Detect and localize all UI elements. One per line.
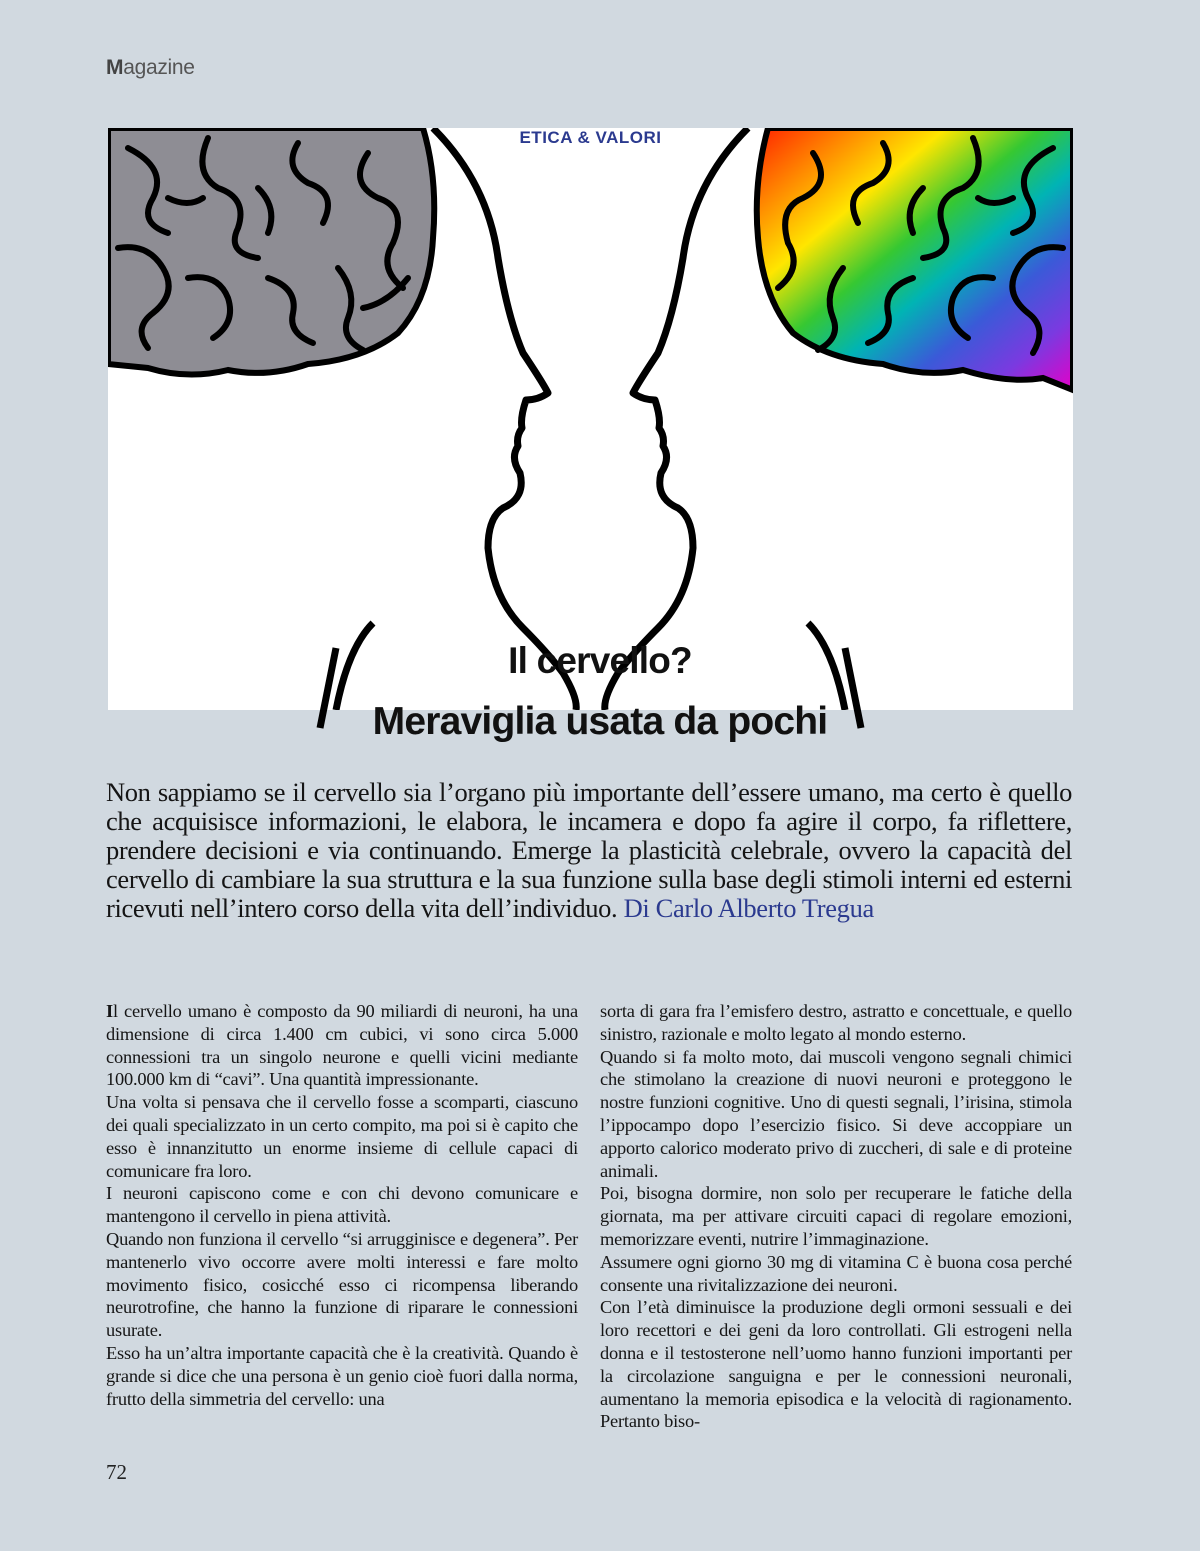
body-paragraph: Poi, bisogna dormire, non solo per recuperare le fatiche della giornata, ma per attivare circuiti capaci di regolare emozioni, memorizzare eventi, nutrire l’immaginazione. <box>600 1183 1072 1249</box>
left-face-outline <box>433 128 576 710</box>
body-paragraph: sorta di gara fra l’emisfero destro, astratto e concettuale, e quello sinistro, razionale e molto legato al mondo esterno. <box>600 1001 1072 1044</box>
body-paragraph: Con l’età diminuisce la produzione degli ormoni sessuali e dei loro recettori e dei geni da loro controllati. Gli estrogeni nella donna e il testosterone nell’uomo hanno funzioni importanti per la circolazione sanguigna e per le connessioni neuronali, aumentano la memoria episodica e la velocità di ragionamento. Pertanto biso- <box>600 1297 1072 1432</box>
article-title-line-2: Meraviglia usata da pochi <box>372 700 828 743</box>
page-number: 72 <box>106 1460 127 1484</box>
two-heads-brain-illustration <box>108 128 1073 728</box>
right-face-outline <box>605 128 748 710</box>
body-paragraph: Assumere ogni giorno 30 mg di vitamina C è buona cosa perché consente una rivitalizzazione dei neuroni. <box>600 1251 1072 1295</box>
lead-text: Non sappiamo se il cervello sia l’organo più importante dell’essere umano, ma certo è quello che acquisisce informazioni, le elabora, le incamera e dopo fa agire il corpo, fa riflettere, prendere decisioni e via continuando. Emerge la plasticità celebrale, ovvero la capacità del cervello di cambiare la sua struttura e la sua funzione sulla base degli stimoli interni ed esterni ricevuti nell’intero corso della vita dell’individuo. <box>106 777 1072 923</box>
body-paragraph: I neuroni capiscono come e con chi devono comunicare e mantengono il cervello in piena attività. <box>106 1183 578 1227</box>
body-paragraph: Quando si fa molto moto, dai muscoli vengono segnali chimici che stimolano la creazione di nuovi neuroni e proteggono le nostre funzioni cognitive. Uno di questi segnali, l’irisina, stimola l’ippocampo dopo l’esercizio fisico. Si deve accoppiare un apporto calorico moderato privo di zuccheri, di sale e di proteine animali. <box>600 1046 1072 1181</box>
body-paragraph <box>106 1000 578 1091</box>
hero-illustration <box>108 128 1073 710</box>
author-byline: Di Carlo Alberto Tregua <box>623 893 874 923</box>
magazine-masthead <box>106 56 195 80</box>
section-label: ETICA & VALORI <box>519 128 662 147</box>
article-title-line-1: Il cervello? <box>508 640 692 681</box>
body-column-right <box>600 1000 1072 1433</box>
body-paragraph: Esso ha un’altra importante capacità che è la creatività. Quando è grande si dice che una persona è un genio cioè fuori dalla norma, frutto della simmetria del cervello: una <box>106 1342 578 1409</box>
body-paragraph-text: l cervello umano è composto da 90 miliardi di neuroni, ha una dimensione di circa 1.400 cm cubici, vi sono circa 5.000 connessioni tra un singolo neurone e quelli vicini mediante 100.000 km di “cavi”. Una quantità impressionante. <box>106 1001 578 1090</box>
article-lead <box>106 778 1072 923</box>
masthead-rest: agazine <box>123 56 195 79</box>
body-paragraph: Quando non funziona il cervello “si arrugginisce e degenera”. Per mantenerlo vivo occorre avere molti interessi e fare molto movimento fisico, cosicché esso ci ricompensa liberando neurotrofine, che hanno la funzione di riparare le connessioni usurate. <box>106 1228 578 1341</box>
drop-cap: I <box>106 1001 113 1021</box>
left-brain-icon <box>108 128 434 375</box>
masthead-initial: M <box>106 56 124 79</box>
body-paragraph: Una volta si pensava che il cervello fosse a scomparti, ciascuno dei quali specializzato in un certo compito, ma poi si è capito che esso è innanzitutto un enorme insieme di cellule capaci di comunicare fra loro. <box>106 1092 578 1181</box>
body-column-left <box>106 1000 578 1410</box>
